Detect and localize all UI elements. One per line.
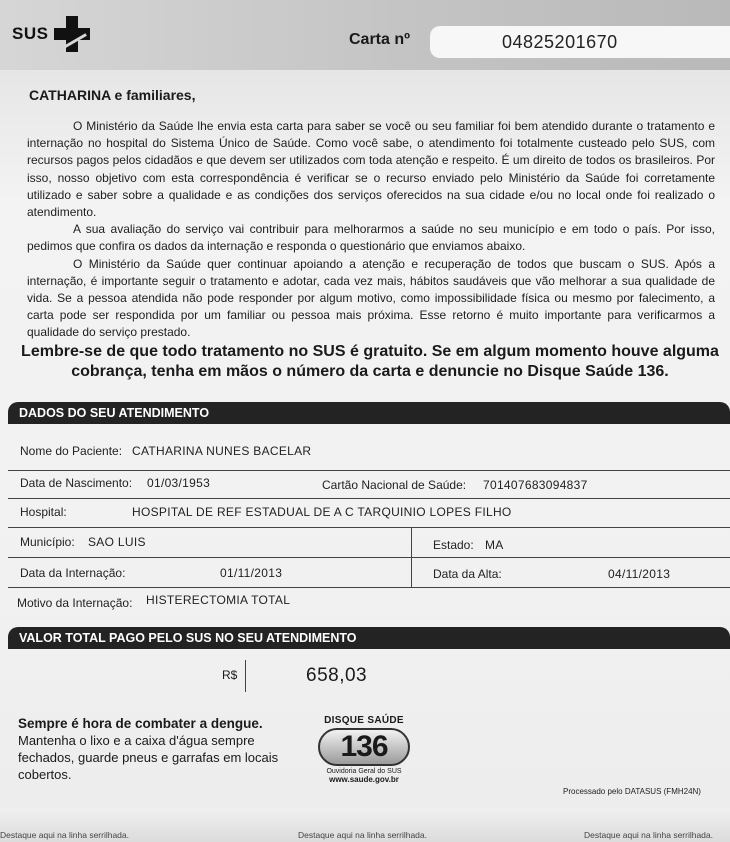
cartao-label: Cartão Nacional de Saúde: [322,478,467,492]
dengue-message [18,715,308,783]
nascimento-label: Data de Nascimento: [20,476,133,490]
letter-paragraph: O Ministério da Saúde lhe envia esta carta para saber se você ou seu familiar foi bem atendido durante o tratamento e internação no hospital do Sistema Único de Saúde. Como você sabe, o atendimento foi totalmente custeado pelo SUS, com recursos pagos pelos cidadãos e que devem ser utilizados com toda atenção e respeito. É um direito de todos os brasileiros. Por isso, nosso objetivo com esta correspondência é verificar se o recurso enviado pelo Ministério da Saúde foi corretamente utilizado e saber sobre a qualidade e as condições dos serviços oferecidos na sua cidade e/ou no local onde foi realizado o atendimento. [27,119,715,220]
divider [8,498,730,499]
cartao-value: 701407683094837 [483,478,588,492]
letter-paragraph: O Ministério da Saúde quer continuar apoiando a atenção e recuperação de todos que buscam o SUS. Após a internação, é importante seguir o tratamento e adotar, cada vez mais, hábitos saudáveis que vão melhorar a sua qualidade de vida. Se a pessoa atendida não pode responder por algum motivo, como impossibilidade física ou mesmo por falecimento, a carta pode ser respondida por um familiar ou pessoa mais próxima. Esse retorno é muito importante para verificarmos a qualidade do serviço prestado. [27,256,715,340]
atendimento-section-title: DADOS DO SEU ATENDIMENTO [8,402,730,424]
letter-body [27,118,715,342]
divider [8,557,730,558]
carta-number: 04825201670 [502,32,618,52]
disque-title: DISQUE SAÚDE [324,715,404,726]
hospital-label: Hospital: [20,505,67,519]
processado-text: Processado pelo DATASUS (FMH24N) [563,787,701,796]
carta-label: Carta nº [349,31,410,48]
paciente-label: Nome do Paciente: [20,444,123,458]
municipio-value: SAO LUIS [88,535,146,549]
municipio-label: Município: [20,535,75,549]
valor-section-title: VALOR TOTAL PAGO PELO SUS NO SEU ATENDIMENTO [8,627,730,649]
cross-icon [52,14,92,54]
hospital-value: HOSPITAL DE REF ESTADUAL DE A C TARQUINIO LOPES FILHO [132,505,512,519]
nascimento-value: 01/03/1953 [147,476,211,490]
currency-label: R$ [222,668,238,682]
disque-number-badge: 136 [318,728,410,766]
sus-logo-text: SUS [12,24,49,43]
alta-value: 04/11/2013 [608,567,671,581]
dengue-text: Mantenha o lixo e a caixa d'água sempre fechados, guarde pneus e garrafas em locais cobertos. [18,733,279,782]
disque-url: www.saude.gov.br [329,775,399,784]
perforation-note: Destaque aqui na linha serrilhada. [298,830,428,840]
motivo-label: Motivo da Internação: [17,596,133,610]
sus-logo [12,14,92,54]
internacao-value: 01/11/2013 [220,566,283,580]
estado-label: Estado: [433,538,474,552]
perforation-note: Destaque aqui na linha serrilhada. [0,830,130,840]
motivo-value: HISTERECTOMIA TOTAL [146,593,291,607]
divider [8,470,730,471]
column-divider [411,527,412,587]
letter-paragraph: A sua avaliação do serviço vai contribuir para melhorarmos a saúde no seu município e em todo o país. Por isso, pedimos que confira os dados da internação e responda o questionário que enviamos abaixo. [27,222,715,254]
divider [8,527,730,528]
disque-saude-logo [314,715,414,784]
paciente-value: CATHARINA NUNES BACELAR [132,444,312,458]
valor-total: 658,03 [306,665,368,686]
estado-value: MA [485,538,504,552]
perforation-note: Destaque aqui na linha serrilhada. [584,830,714,840]
alta-label: Data da Alta: [433,567,502,581]
dengue-title: Sempre é hora de combater a dengue. [18,716,263,731]
greeting: CATHARINA e familiares, [29,87,196,103]
value-divider [245,660,246,692]
disque-subtitle: Ouvidoria Geral do SUS [326,768,402,775]
free-treatment-notice: Lembre-se de que todo tratamento no SUS é gratuito. Se em algum momento houve alguma cobrança, tenha em mãos o número da carta e denuncie no Disque Saúde 136. [21,343,719,380]
internacao-label: Data da Internação: [20,566,126,580]
divider [8,587,730,588]
